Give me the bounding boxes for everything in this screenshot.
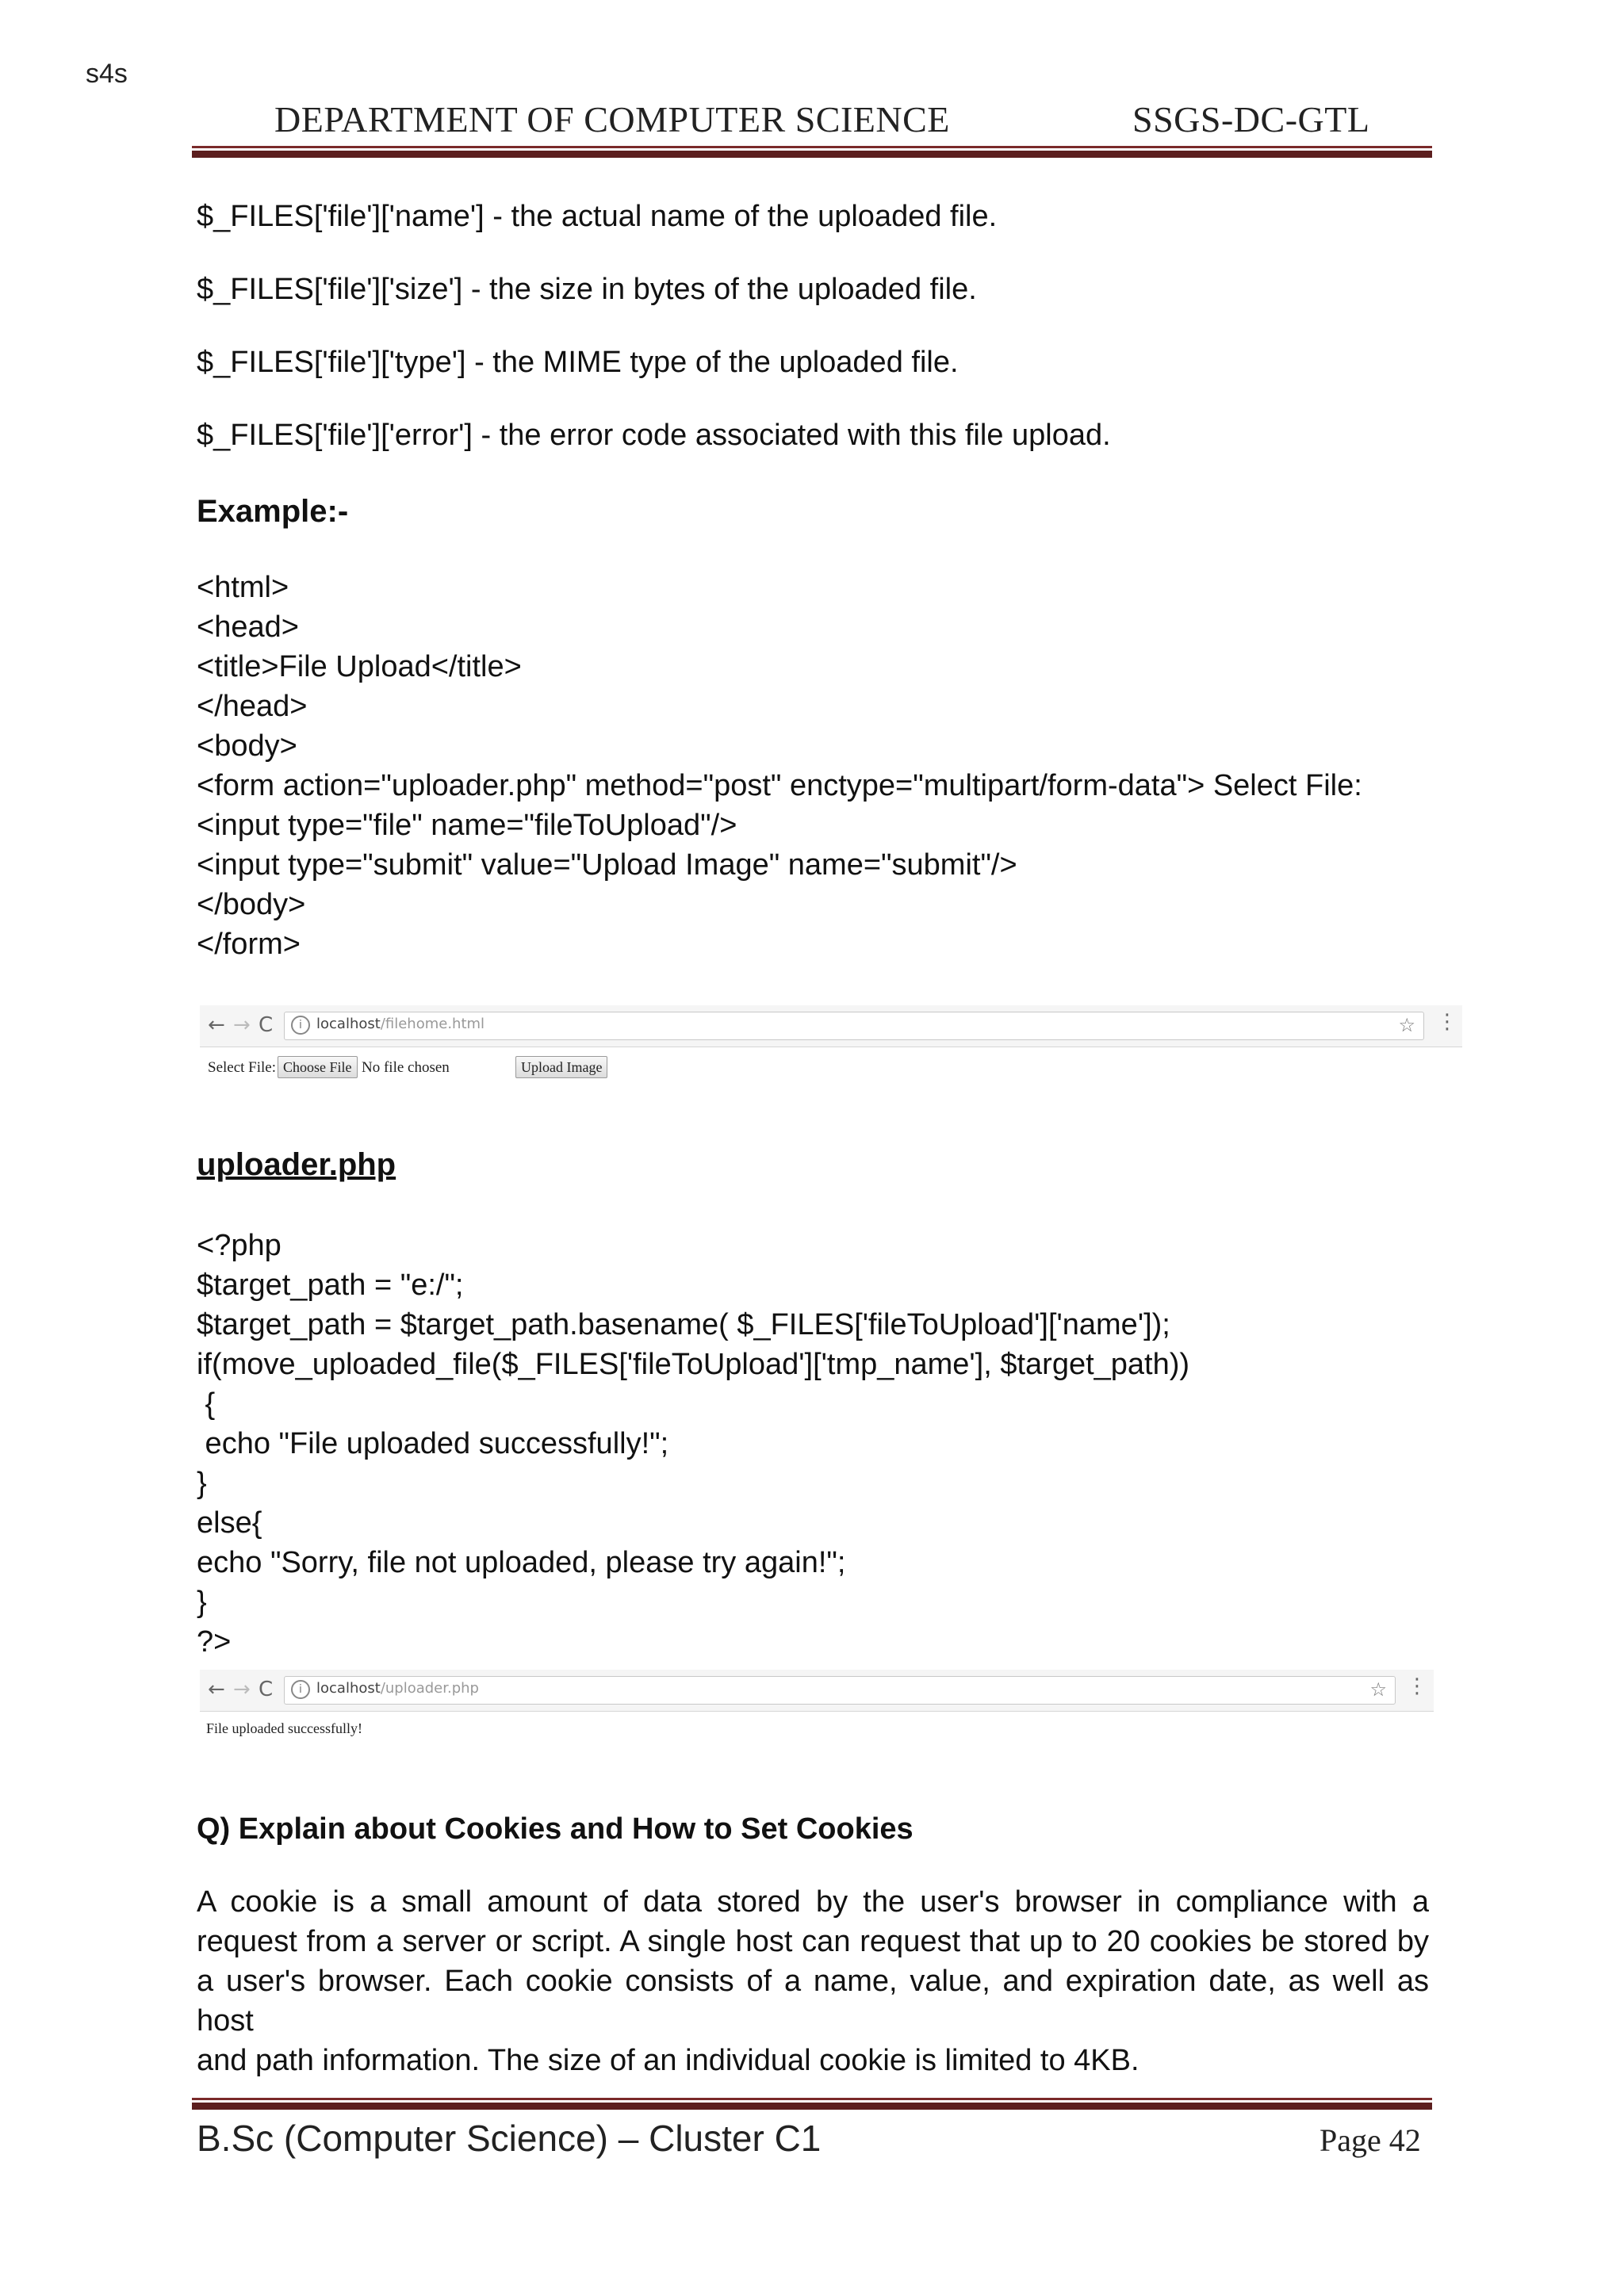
files-line-name: $_FILES['file']['name'] - the actual name of the uploaded file.: [197, 200, 998, 233]
back-arrow-icon[interactable]: ←: [208, 1013, 225, 1037]
code-line: </form>: [197, 928, 301, 961]
files-line-size: $_FILES['file']['size'] - the size in bytes of the uploaded file.: [197, 273, 977, 306]
paragraph-line: request from a server or script. A single host can request that up to 20 cookies be stored by: [197, 1925, 1429, 1958]
reload-icon[interactable]: C: [259, 1678, 274, 1701]
header-rule-thin: [192, 146, 1432, 148]
code-line: else{: [197, 1506, 262, 1540]
code-line: $target_path = "e:/";: [197, 1269, 464, 1302]
footer-page-number: Page 42: [1320, 2122, 1421, 2158]
address-bar[interactable]: [284, 1676, 1396, 1705]
example-heading: Example:-: [197, 494, 349, 529]
html-code-block: [197, 568, 1362, 964]
header-department: DEPARTMENT OF COMPUTER SCIENCE: [274, 99, 950, 140]
choose-file-button[interactable]: Choose File: [278, 1056, 358, 1078]
code-line: <input type="file" name="fileToUpload"/>: [197, 809, 737, 842]
browser-toolbar: [200, 1005, 1462, 1047]
browser-menu-icon[interactable]: ⋮: [1437, 1010, 1457, 1034]
bookmark-star-icon[interactable]: ☆: [1369, 1678, 1387, 1701]
code-line: echo "Sorry, file not uploaded, please try again!";: [197, 1546, 846, 1579]
upload-image-button[interactable]: Upload Image: [515, 1056, 607, 1078]
bookmark-star-icon[interactable]: ☆: [1398, 1014, 1415, 1036]
back-arrow-icon[interactable]: ←: [208, 1678, 225, 1701]
code-line: <form action="uploader.php" method="post" enctype="multipart/form-data"> Select File:: [197, 769, 1362, 802]
address-url: localhost/filehome.html: [316, 1016, 485, 1032]
address-bar[interactable]: [284, 1012, 1424, 1040]
browser-screenshot-uploader: [200, 1670, 1434, 1744]
files-line-error: $_FILES['file']['error'] - the error code associated with this file upload.: [197, 419, 1111, 452]
paragraph-line: and path information. The size of an individual cookie is limited to 4KB.: [197, 2044, 1139, 2077]
forward-arrow-icon[interactable]: →: [233, 1678, 251, 1701]
reload-icon[interactable]: C: [259, 1013, 274, 1037]
no-file-chosen-text: No file chosen: [362, 1059, 450, 1076]
header-rule-thick: [192, 151, 1432, 158]
cookies-question-heading: Q) Explain about Cookies and How to Set Cookies: [197, 1812, 914, 1846]
code-line: </body>: [197, 888, 306, 921]
forward-arrow-icon[interactable]: →: [233, 1013, 251, 1037]
browser-toolbar: [200, 1670, 1434, 1712]
select-file-label: Select File:: [208, 1059, 277, 1076]
code-line: <body>: [197, 729, 297, 763]
address-url: localhost/uploader.php: [316, 1680, 479, 1697]
code-line: $target_path = $target_path.basename( $_FILES['fileToUpload']['name']);: [197, 1308, 1170, 1341]
code-line: <html>: [197, 571, 289, 604]
info-icon[interactable]: i: [291, 1016, 310, 1035]
footer-course: B.Sc (Computer Science) – Cluster C1: [197, 2118, 822, 2159]
header-college-code: SSGS-DC-GTL: [1132, 99, 1370, 140]
code-line: }: [197, 1467, 207, 1500]
info-icon[interactable]: i: [291, 1680, 310, 1699]
cookie-paragraph: [197, 1882, 1429, 2080]
code-line: ?>: [197, 1625, 232, 1659]
code-line: <head>: [197, 610, 299, 644]
code-line: }: [197, 1586, 207, 1619]
code-line: if(move_uploaded_file($_FILES['fileToUpload']['tmp_name'], $target_path)): [197, 1348, 1190, 1381]
php-code-block: [197, 1226, 1189, 1662]
paragraph-line: A cookie is a small amount of data stored by the user's browser in compliance with a: [197, 1885, 1429, 1919]
corner-mark: s4s: [86, 59, 128, 89]
code-line: <title>File Upload</title>: [197, 650, 522, 683]
files-line-type: $_FILES['file']['type'] - the MIME type of the uploaded file.: [197, 346, 959, 379]
code-line: {: [197, 1387, 216, 1421]
code-line: echo "File uploaded successfully!";: [197, 1427, 669, 1460]
upload-success-message: File uploaded successfully!: [206, 1720, 362, 1736]
code-line: <?php: [197, 1229, 282, 1262]
paragraph-line: a user's browser. Each cookie consists of a name, value, and expiration date, as well as host: [197, 1965, 1429, 2038]
code-line: <input type="submit" value="Upload Image" name="submit"/>: [197, 848, 1017, 882]
code-line: </head>: [197, 690, 308, 723]
footer-rule-thick: [192, 2103, 1432, 2110]
browser-menu-icon[interactable]: ⋮: [1407, 1674, 1427, 1698]
footer-rule-thin: [192, 2098, 1432, 2100]
uploader-heading: uploader.php: [197, 1147, 396, 1182]
browser-screenshot-filehome: [200, 1005, 1462, 1093]
